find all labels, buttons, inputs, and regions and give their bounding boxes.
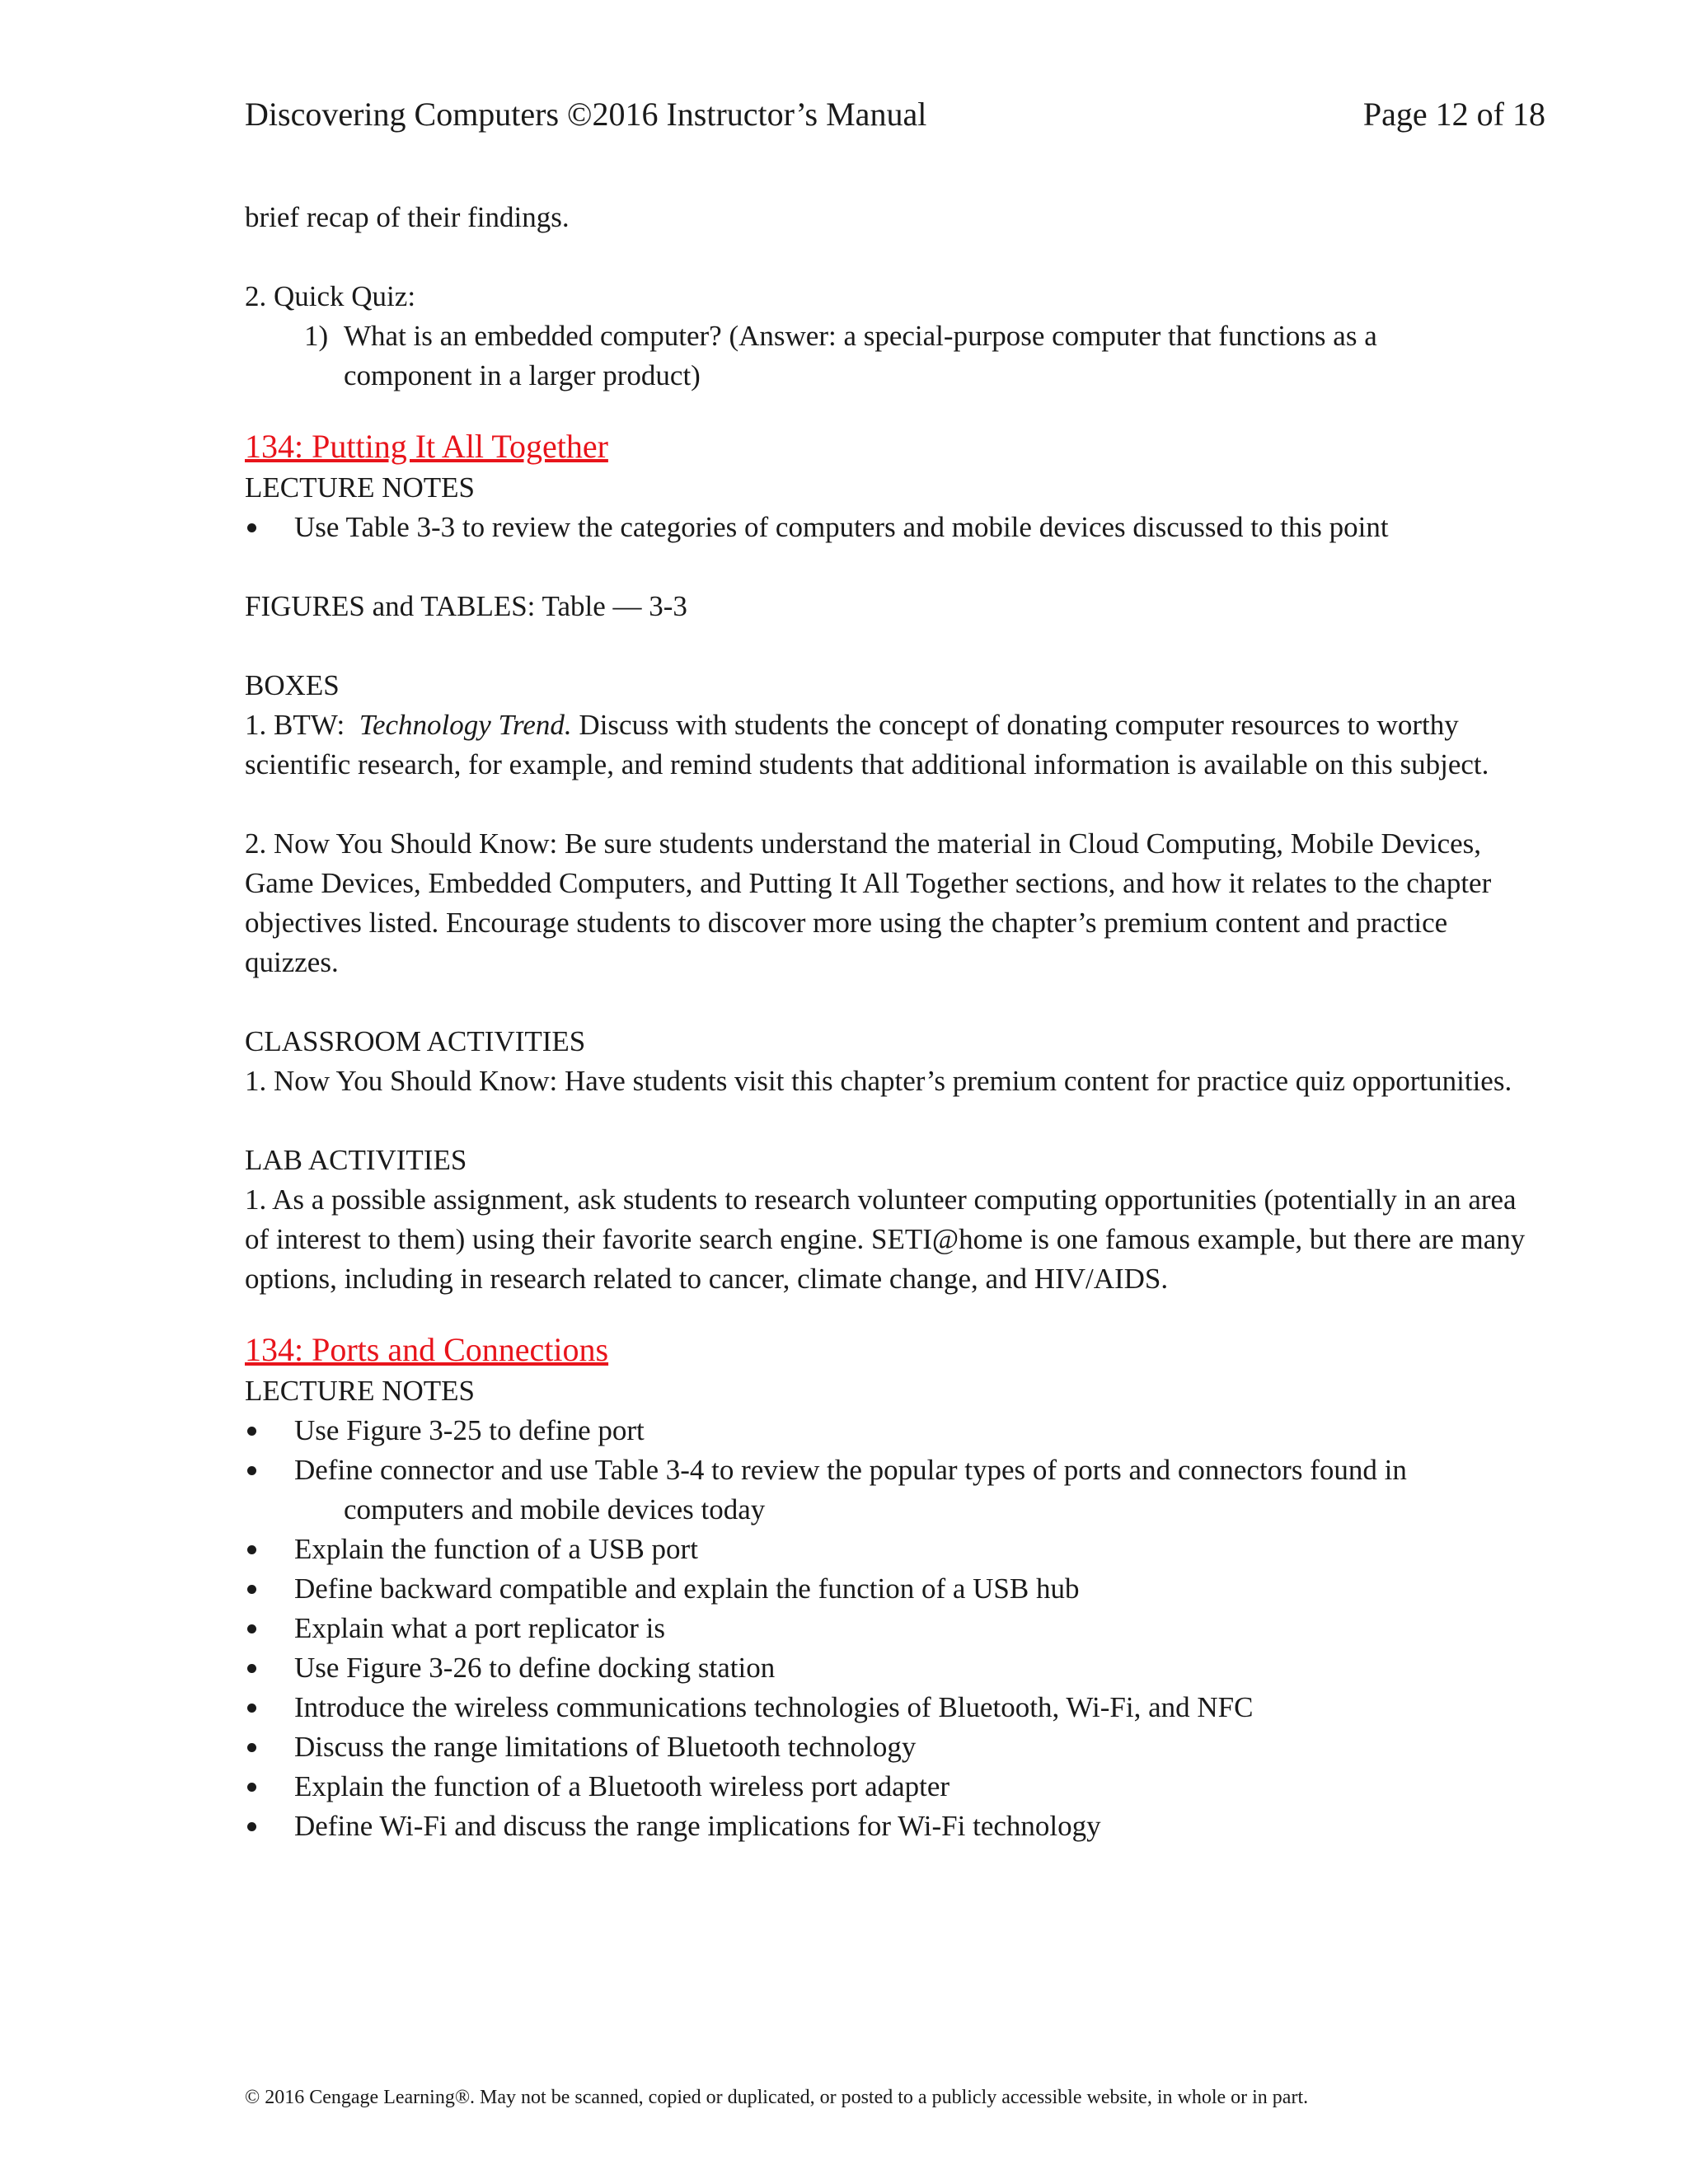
list-item bbox=[245, 1451, 1545, 1530]
figures-tables-text: FIGURES and TABLES: Table — 3-3 bbox=[245, 590, 687, 622]
box-item-1-italic: Technology Trend. bbox=[359, 709, 572, 741]
copyright-notice: © 2016 Cengage Learning®. May not be scanned, copied or duplicated, or posted to a publicly accessible website, in whole or in part. bbox=[245, 2087, 1309, 2108]
box-item-1-text: Discuss with students the concept of donating computer resources to worthy scientific research, for example, and remind students that additional information is available on this subject. bbox=[245, 709, 1489, 780]
box-item-1-prefix: 1. BTW: bbox=[245, 709, 345, 741]
list-item-continuation: computers and mobile devices today bbox=[344, 1493, 766, 1526]
lab-activities-label: LAB ACTIVITIES bbox=[245, 1144, 467, 1176]
list-item-text: Define Wi-Fi and discuss the range implications for Wi-Fi technology bbox=[294, 1810, 1101, 1842]
spacer bbox=[245, 547, 1545, 587]
list-item-text: Use Figure 3-26 to define docking station bbox=[294, 1652, 776, 1684]
list-item-text: Use Figure 3-25 to define port bbox=[294, 1414, 645, 1446]
quiz-item-line-1: What is an embedded computer? (Answer: a special-purpose computer that functions as a bbox=[344, 320, 1377, 352]
document-page bbox=[245, 0, 1545, 2184]
list-item bbox=[245, 1609, 1545, 1648]
quiz-item-number: 1) bbox=[304, 320, 329, 352]
section-heading-ports-and-connections[interactable]: 134: Ports and Connections bbox=[245, 1331, 609, 1368]
lab-activity-1: 1. As a possible assignment, ask students to research volunteer computing opportunities (potentially in an area of interest to them) using their favorite search engine. SETI@home is one famous example, but there are many options, including in research related to cancer, climate change, and HIV/AIDS. bbox=[245, 1183, 1526, 1295]
classroom-activity-1: 1. Now You Should Know: Have students visit this chapter’s premium content for practice quiz opportunities. bbox=[245, 1065, 1512, 1097]
header-title: Discovering Computers ©2016 Instructor’s Manual bbox=[245, 96, 927, 133]
lecture-notes-label: LECTURE NOTES bbox=[245, 1375, 476, 1407]
lecture-notes-list bbox=[245, 1411, 1545, 1846]
box-item-2: 2. Now You Should Know: Be sure students understand the material in Cloud Computing, Mobile Devices, Game Devices, Embedded Computers, and Putting It All Together sections, and how it relates to the chapter objectives listed. Encourage students to discover more using the chapter’s premium content and practice quizzes. bbox=[245, 827, 1492, 978]
spacer bbox=[245, 1299, 1545, 1329]
classroom-activities-label: CLASSROOM ACTIVITIES bbox=[245, 1025, 586, 1057]
list-item bbox=[245, 1648, 1545, 1688]
list-item-text: Use Table 3-3 to review the categories of computers and mobile devices discussed to this point bbox=[294, 511, 1389, 543]
header-page-number: Page 12 of 18 bbox=[1362, 96, 1545, 133]
list-item bbox=[245, 1569, 1545, 1609]
list-item bbox=[245, 1767, 1545, 1807]
spacer bbox=[245, 982, 1545, 1022]
list-item-text: Explain what a port replicator is bbox=[294, 1612, 665, 1644]
list-item-text: Explain the function of a Bluetooth wireless port adapter bbox=[294, 1770, 950, 1802]
spacer bbox=[245, 1101, 1545, 1141]
list-item-text: Define backward compatible and explain the function of a USB hub bbox=[294, 1572, 1080, 1605]
list-item bbox=[245, 508, 1545, 547]
list-item-text: Define connector and use Table 3-4 to review the popular types of ports and connectors found in bbox=[294, 1454, 1407, 1486]
list-item bbox=[245, 1807, 1545, 1846]
page-footer bbox=[245, 2085, 1545, 2110]
quiz-item bbox=[245, 316, 1545, 396]
page-header bbox=[245, 95, 1545, 134]
boxes-label: BOXES bbox=[245, 669, 340, 701]
spacer bbox=[245, 626, 1545, 666]
recap-text: brief recap of their findings. bbox=[245, 201, 570, 233]
spacer bbox=[245, 237, 1545, 277]
spacer bbox=[245, 785, 1545, 824]
page-content bbox=[245, 198, 1545, 1846]
list-item-text: Discuss the range limitations of Bluetooth technology bbox=[294, 1731, 917, 1763]
list-item bbox=[245, 1530, 1545, 1569]
lecture-notes-label: LECTURE NOTES bbox=[245, 471, 476, 504]
section-heading-putting-it-all-together[interactable]: 134: Putting It All Together bbox=[245, 428, 608, 465]
list-item-text: Explain the function of a USB port bbox=[294, 1533, 698, 1565]
quiz-item-line-2: component in a larger product) bbox=[344, 359, 701, 391]
list-item bbox=[245, 1727, 1545, 1767]
list-item bbox=[245, 1411, 1545, 1451]
spacer bbox=[245, 396, 1545, 425]
box-item-1 bbox=[245, 705, 1545, 785]
quick-quiz-label: 2. Quick Quiz: bbox=[245, 280, 416, 312]
lecture-notes-list bbox=[245, 508, 1545, 547]
list-item bbox=[245, 1688, 1545, 1727]
list-item-text: Introduce the wireless communications technologies of Bluetooth, Wi-Fi, and NFC bbox=[294, 1691, 1254, 1723]
